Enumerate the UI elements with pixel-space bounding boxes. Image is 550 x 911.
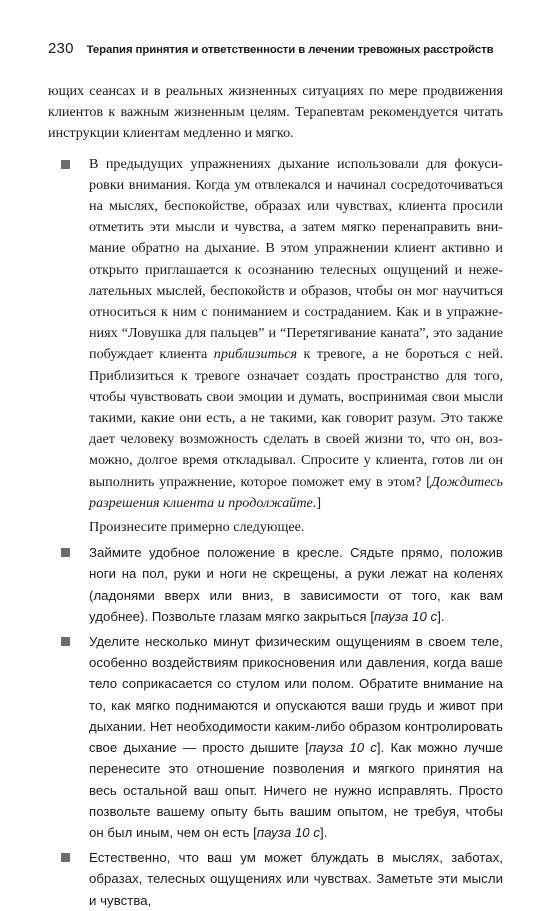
text-run: ]. (320, 824, 328, 840)
bullet-3-paragraph (89, 631, 503, 843)
text-run: Уделите несколько минут физическим ощущениям в своем теле, особенно воздействиям прикосновения или давления, когда ваше тело соприкасается со стулом или полом. Обратите внимание на то, как мягко поднимаются и опускаются ваши грудь и живот при дыхании. Нет необходимости каким-либо образом контролировать свое дыхание — просто дышите [ (89, 634, 503, 756)
text-run: ]. (437, 608, 445, 624)
text-run: В предыдущих упражнениях дыхание использовали для фокусировки внимания. Когда ум отвлекался и начинал сосредоточиваться на мыслях, беспокойстве, образах или чувствах, клиента просили отметить эти мысли и чувства, а затем мягко перенаправить внимание обратно на дыхание. В этом упражнении клиент активно и открыто приглашается к осознанию телесных ощущений и нежелательных мыслей, беспокойств и образов, чтобы он мог научиться относиться к ним с пониманием и состраданием. Как и в упражнениях “Ловушка для пальцев” и “Перетягивание каната”, это задание побуждает клиента (89, 155, 503, 363)
bullet-item-2 (48, 542, 503, 627)
page-header (48, 40, 508, 57)
running-title: Терапия принятия и ответственности в лечении тревожных расстройств (86, 44, 494, 56)
bullet-item-3 (48, 631, 503, 843)
emphasis: Дождитесь разрешения клиента и продолжайте. (89, 473, 503, 511)
bullet-item-4 (48, 847, 503, 911)
text-run: Займите удобное положение в кресле. Сядьте прямо, положив ноги на пол, руки и ноги не скрещены, а руки лежат на коленях (ладонями вверх или вниз, в зависимости от того, как вам удобнее). Позвольте глазам мягко закрыться [ (89, 545, 503, 624)
text-run: ]. Как можно лучше перенесите это отношение позволения и мягкого принятия на весь остальной ваш опыт. Ничего не нужно исправлять. Просто позвольте вашему опыту быть вашим опытом, не требуя, чтобы он был иным, чем он есть [ (89, 740, 503, 840)
page-body (48, 81, 503, 911)
bullet-1-paragraph (89, 154, 503, 514)
intro-paragraph: ющих сеансах и в реальных жизненных ситуациях по мере продвижения клиентов к важным жизненным целям. Терапевтам рекомендуется читать инструкции клиентам медленно и мягко. (48, 83, 503, 142)
emphasis: пауза 10 с (374, 608, 438, 624)
square-bullet-icon (61, 637, 70, 646)
bullet-2-paragraph (89, 542, 503, 627)
text-run: ] (316, 494, 322, 511)
bullet-item-1 (48, 154, 503, 539)
emphasis: приблизиться (213, 346, 298, 363)
emphasis: пауза 10 с (308, 740, 377, 756)
text-run: к тревоге, а не бороться с ней. Приблизиться к тревоге означает создать пространство для того, чтобы чувствовать свои эмоции и думать, воспринимая свои мысли такими, какие они есть, а не такими, как говорит разум. Это также дает человеку возможность сделать в своей жизни то, что он, возможно, долгое время откладывал. Спросите у клиента, готов ли он выполнить упражнение, которое поможет ему в этом? [ (89, 346, 503, 490)
square-bullet-icon (61, 160, 70, 169)
bullet-4-paragraph: Естественно, что ваш ум может блуждать в мыслях, заботах, образах, телесных ощущениях или чувствах. Заметьте эти мысли и чувства, (89, 850, 503, 908)
emphasis: пауза 10 с (256, 824, 321, 840)
bullet-1-instruction: Произнесите примерно следующее. (89, 519, 305, 536)
page-number: 230 (48, 40, 74, 57)
square-bullet-icon (61, 853, 70, 862)
square-bullet-icon (61, 548, 70, 557)
